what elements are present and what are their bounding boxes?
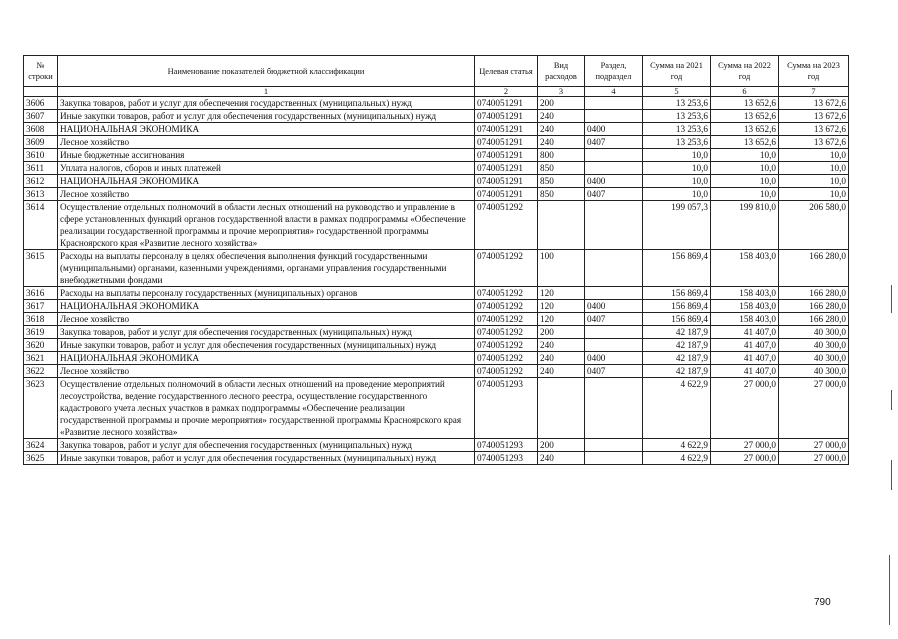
- header-section: Раздел, подраздел: [585, 56, 643, 87]
- row-name: Иные закупки товаров, работ и услуг для обеспечения государственных (муниципальных) нужд: [58, 452, 475, 465]
- row-sum-2023: 10,0: [779, 175, 849, 188]
- row-sum-2022: 158 403,0: [711, 313, 779, 326]
- row-sum-2021: 4 622,9: [643, 378, 711, 439]
- row-sum-2023: 166 280,0: [779, 300, 849, 313]
- row-name: Лесное хозяйство: [58, 136, 475, 149]
- row-expense-kind: 200: [538, 326, 585, 339]
- scan-margin-mark: [891, 285, 892, 313]
- column-number: 6: [711, 87, 779, 97]
- row-target-article: 0740051291: [475, 162, 538, 175]
- row-name: Иные закупки товаров, работ и услуг для обеспечения государственных (муниципальных) нужд: [58, 339, 475, 352]
- row-sum-2022: 41 407,0: [711, 339, 779, 352]
- row-section: 0400: [585, 175, 643, 188]
- row-name: НАЦИОНАЛЬНАЯ ЭКОНОМИКА: [58, 175, 475, 188]
- row-number: 3610: [24, 149, 58, 162]
- row-target-article: 0740051292: [475, 352, 538, 365]
- row-number: 3622: [24, 365, 58, 378]
- row-sum-2021: 13 253,6: [643, 97, 711, 110]
- row-sum-2022: 41 407,0: [711, 326, 779, 339]
- row-sum-2021: 10,0: [643, 149, 711, 162]
- row-section: 0407: [585, 365, 643, 378]
- row-expense-kind: 240: [538, 352, 585, 365]
- table-row: [24, 123, 849, 136]
- row-section: [585, 439, 643, 452]
- row-name: Расходы на выплаты персоналу в целях обеспечения выполнения функций государственными (муниципальными) органами, казенными учреждениями, органами управления государственными внебюджетными фондами: [58, 250, 475, 287]
- row-section: [585, 110, 643, 123]
- row-sum-2021: 10,0: [643, 162, 711, 175]
- row-name: Закупка товаров, работ и услуг для обеспечения государственных (муниципальных) нужд: [58, 97, 475, 110]
- row-target-article: 0740051292: [475, 365, 538, 378]
- table-row: [24, 250, 849, 287]
- row-sum-2023: 13 672,6: [779, 110, 849, 123]
- row-sum-2021: 42 187,9: [643, 339, 711, 352]
- row-section: 0400: [585, 300, 643, 313]
- column-number-row: [24, 87, 849, 97]
- header-target: Целевая статья: [475, 56, 538, 87]
- row-expense-kind: [538, 201, 585, 250]
- row-section: [585, 97, 643, 110]
- row-number: 3619: [24, 326, 58, 339]
- row-target-article: 0740051291: [475, 97, 538, 110]
- row-sum-2023: 40 300,0: [779, 365, 849, 378]
- row-sum-2023: 166 280,0: [779, 250, 849, 287]
- row-section: [585, 339, 643, 352]
- table-row: [24, 97, 849, 110]
- header-name: Наименование показателей бюджетной классификации: [58, 56, 475, 87]
- row-name: Лесное хозяйство: [58, 365, 475, 378]
- table-row: [24, 452, 849, 465]
- row-sum-2021: 13 253,6: [643, 123, 711, 136]
- row-expense-kind: [538, 378, 585, 439]
- row-section: 0407: [585, 188, 643, 201]
- row-section: 0400: [585, 352, 643, 365]
- column-number: 3: [538, 87, 585, 97]
- row-target-article: 0740051292: [475, 287, 538, 300]
- row-expense-kind: 240: [538, 339, 585, 352]
- row-sum-2023: 27 000,0: [779, 439, 849, 452]
- row-number: 3623: [24, 378, 58, 439]
- table-row: [24, 326, 849, 339]
- row-sum-2022: 13 652,6: [711, 97, 779, 110]
- row-section: [585, 452, 643, 465]
- row-sum-2021: 10,0: [643, 188, 711, 201]
- row-number: 3618: [24, 313, 58, 326]
- row-expense-kind: 850: [538, 188, 585, 201]
- row-number: 3621: [24, 352, 58, 365]
- table-row: [24, 439, 849, 452]
- row-section: [585, 162, 643, 175]
- row-number: 3613: [24, 188, 58, 201]
- row-expense-kind: 240: [538, 365, 585, 378]
- row-expense-kind: 120: [538, 313, 585, 326]
- table-row: [24, 201, 849, 250]
- row-sum-2023: 40 300,0: [779, 339, 849, 352]
- row-expense-kind: 800: [538, 149, 585, 162]
- row-sum-2022: 41 407,0: [711, 352, 779, 365]
- row-section: [585, 378, 643, 439]
- table-row: [24, 378, 849, 439]
- row-number: 3609: [24, 136, 58, 149]
- row-sum-2022: 158 403,0: [711, 287, 779, 300]
- row-target-article: 0740051291: [475, 149, 538, 162]
- row-section: 0407: [585, 136, 643, 149]
- row-name: Закупка товаров, работ и услуг для обеспечения государственных (муниципальных) нужд: [58, 439, 475, 452]
- column-number: 7: [779, 87, 849, 97]
- row-target-article: 0740051291: [475, 110, 538, 123]
- row-sum-2023: 10,0: [779, 188, 849, 201]
- row-number: 3614: [24, 201, 58, 250]
- scan-margin-mark: [891, 390, 892, 410]
- row-expense-kind: 120: [538, 300, 585, 313]
- row-section: [585, 250, 643, 287]
- table-row: [24, 313, 849, 326]
- row-sum-2023: 13 672,6: [779, 97, 849, 110]
- table-row: [24, 352, 849, 365]
- row-target-article: 0740051292: [475, 326, 538, 339]
- table-row: [24, 300, 849, 313]
- row-sum-2023: 206 580,0: [779, 201, 849, 250]
- row-sum-2022: 41 407,0: [711, 365, 779, 378]
- row-number: 3620: [24, 339, 58, 352]
- row-expense-kind: 240: [538, 123, 585, 136]
- row-sum-2021: 42 187,9: [643, 365, 711, 378]
- table-row: [24, 188, 849, 201]
- row-name: Иные закупки товаров, работ и услуг для обеспечения государственных (муниципальных) нужд: [58, 110, 475, 123]
- column-number: [24, 87, 58, 97]
- row-expense-kind: 850: [538, 162, 585, 175]
- row-target-article: 0740051291: [475, 136, 538, 149]
- row-sum-2023: 40 300,0: [779, 352, 849, 365]
- row-sum-2021: 156 869,4: [643, 313, 711, 326]
- row-sum-2021: 199 057,3: [643, 201, 711, 250]
- row-name: Уплата налогов, сборов и иных платежей: [58, 162, 475, 175]
- row-sum-2023: 40 300,0: [779, 326, 849, 339]
- row-sum-2023: 10,0: [779, 162, 849, 175]
- row-number: 3617: [24, 300, 58, 313]
- table-row: [24, 175, 849, 188]
- row-number: 3607: [24, 110, 58, 123]
- row-name: Осуществление отдельных полномочий в области лесных отношений на руководство и управление в сфере установленных функций органов государственной власти в рамках подпрограммы «Обеспечение реализации государственной программы и прочие мероприятия» государственной программы Красноярского края «Развитие лесного хозяйства»: [58, 201, 475, 250]
- row-sum-2021: 156 869,4: [643, 300, 711, 313]
- row-sum-2023: 166 280,0: [779, 313, 849, 326]
- table-row: [24, 339, 849, 352]
- table-row: [24, 110, 849, 123]
- row-sum-2022: 10,0: [711, 149, 779, 162]
- row-section: 0407: [585, 313, 643, 326]
- row-target-article: 0740051292: [475, 250, 538, 287]
- row-expense-kind: 100: [538, 250, 585, 287]
- row-sum-2022: 10,0: [711, 175, 779, 188]
- row-section: [585, 149, 643, 162]
- row-number: 3624: [24, 439, 58, 452]
- row-number: 3625: [24, 452, 58, 465]
- row-sum-2021: 4 622,9: [643, 439, 711, 452]
- row-target-article: 0740051292: [475, 313, 538, 326]
- row-sum-2021: 13 253,6: [643, 136, 711, 149]
- row-sum-2023: 10,0: [779, 149, 849, 162]
- column-number: 1: [58, 87, 475, 97]
- row-sum-2022: 158 403,0: [711, 300, 779, 313]
- row-sum-2023: 13 672,6: [779, 123, 849, 136]
- row-sum-2022: 13 652,6: [711, 123, 779, 136]
- row-sum-2021: 42 187,9: [643, 352, 711, 365]
- row-sum-2021: 42 187,9: [643, 326, 711, 339]
- row-expense-kind: 850: [538, 175, 585, 188]
- column-number: 4: [585, 87, 643, 97]
- page-number: 790: [814, 597, 831, 608]
- row-target-article: 0740051291: [475, 123, 538, 136]
- row-name: Лесное хозяйство: [58, 188, 475, 201]
- header-kind: Вид расходов: [538, 56, 585, 87]
- row-sum-2021: 156 869,4: [643, 287, 711, 300]
- column-number: 2: [475, 87, 538, 97]
- row-target-article: 0740051292: [475, 201, 538, 250]
- row-section: 0400: [585, 123, 643, 136]
- row-number: 3611: [24, 162, 58, 175]
- table-row: [24, 149, 849, 162]
- row-sum-2022: 158 403,0: [711, 250, 779, 287]
- row-expense-kind: 240: [538, 110, 585, 123]
- row-sum-2021: 10,0: [643, 175, 711, 188]
- header-sum-2023: Сумма на 2023 год: [779, 56, 849, 87]
- row-name: Лесное хозяйство: [58, 313, 475, 326]
- header-row-no: № строки: [24, 56, 58, 87]
- row-sum-2023: 27 000,0: [779, 378, 849, 439]
- row-sum-2022: 199 810,0: [711, 201, 779, 250]
- row-expense-kind: 200: [538, 97, 585, 110]
- table-header-row: [24, 56, 849, 87]
- table-row: [24, 136, 849, 149]
- row-target-article: 0740051293: [475, 452, 538, 465]
- row-sum-2021: 13 253,6: [643, 110, 711, 123]
- row-sum-2022: 10,0: [711, 188, 779, 201]
- row-expense-kind: 240: [538, 136, 585, 149]
- table-row: [24, 287, 849, 300]
- row-sum-2023: 166 280,0: [779, 287, 849, 300]
- row-target-article: 0740051291: [475, 188, 538, 201]
- row-name: Осуществление отдельных полномочий в области лесных отношений на проведение мероприятий лесоустройства, ведение государственного лесного реестра, осуществление государственного кадастрового учета лесных участков в рамках подпрограммы «Обеспечение реализации государственной программы и прочие мероприятия» государственной программы Красноярского края «Развитие лесного хозяйства»: [58, 378, 475, 439]
- row-expense-kind: 240: [538, 452, 585, 465]
- header-sum-2022: Сумма на 2022 год: [711, 56, 779, 87]
- row-sum-2022: 27 000,0: [711, 378, 779, 439]
- row-number: 3616: [24, 287, 58, 300]
- row-sum-2022: 13 652,6: [711, 136, 779, 149]
- row-sum-2021: 156 869,4: [643, 250, 711, 287]
- row-name: НАЦИОНАЛЬНАЯ ЭКОНОМИКА: [58, 123, 475, 136]
- row-sum-2023: 13 672,6: [779, 136, 849, 149]
- row-number: 3608: [24, 123, 58, 136]
- scan-margin-mark: [891, 460, 892, 490]
- table-body: [24, 97, 849, 465]
- table-row: [24, 365, 849, 378]
- row-target-article: 0740051291: [475, 175, 538, 188]
- row-section: [585, 201, 643, 250]
- row-name: НАЦИОНАЛЬНАЯ ЭКОНОМИКА: [58, 352, 475, 365]
- row-name: Закупка товаров, работ и услуг для обеспечения государственных (муниципальных) нужд: [58, 326, 475, 339]
- row-sum-2021: 4 622,9: [643, 452, 711, 465]
- row-target-article: 0740051292: [475, 300, 538, 313]
- row-sum-2022: 27 000,0: [711, 439, 779, 452]
- row-number: 3615: [24, 250, 58, 287]
- row-section: [585, 287, 643, 300]
- row-expense-kind: 200: [538, 439, 585, 452]
- budget-table: [23, 55, 849, 465]
- row-sum-2023: 27 000,0: [779, 452, 849, 465]
- row-target-article: 0740051293: [475, 378, 538, 439]
- scan-margin-mark: [889, 555, 890, 625]
- row-section: [585, 326, 643, 339]
- row-number: 3612: [24, 175, 58, 188]
- row-target-article: 0740051292: [475, 339, 538, 352]
- row-name: НАЦИОНАЛЬНАЯ ЭКОНОМИКА: [58, 300, 475, 313]
- row-target-article: 0740051293: [475, 439, 538, 452]
- row-name: Расходы на выплаты персоналу государственных (муниципальных) органов: [58, 287, 475, 300]
- row-sum-2022: 10,0: [711, 162, 779, 175]
- row-name: Иные бюджетные ассигнования: [58, 149, 475, 162]
- table-row: [24, 162, 849, 175]
- header-sum-2021: Сумма на 2021 год: [643, 56, 711, 87]
- row-sum-2022: 13 652,6: [711, 110, 779, 123]
- row-number: 3606: [24, 97, 58, 110]
- row-sum-2022: 27 000,0: [711, 452, 779, 465]
- row-expense-kind: 120: [538, 287, 585, 300]
- column-number: 5: [643, 87, 711, 97]
